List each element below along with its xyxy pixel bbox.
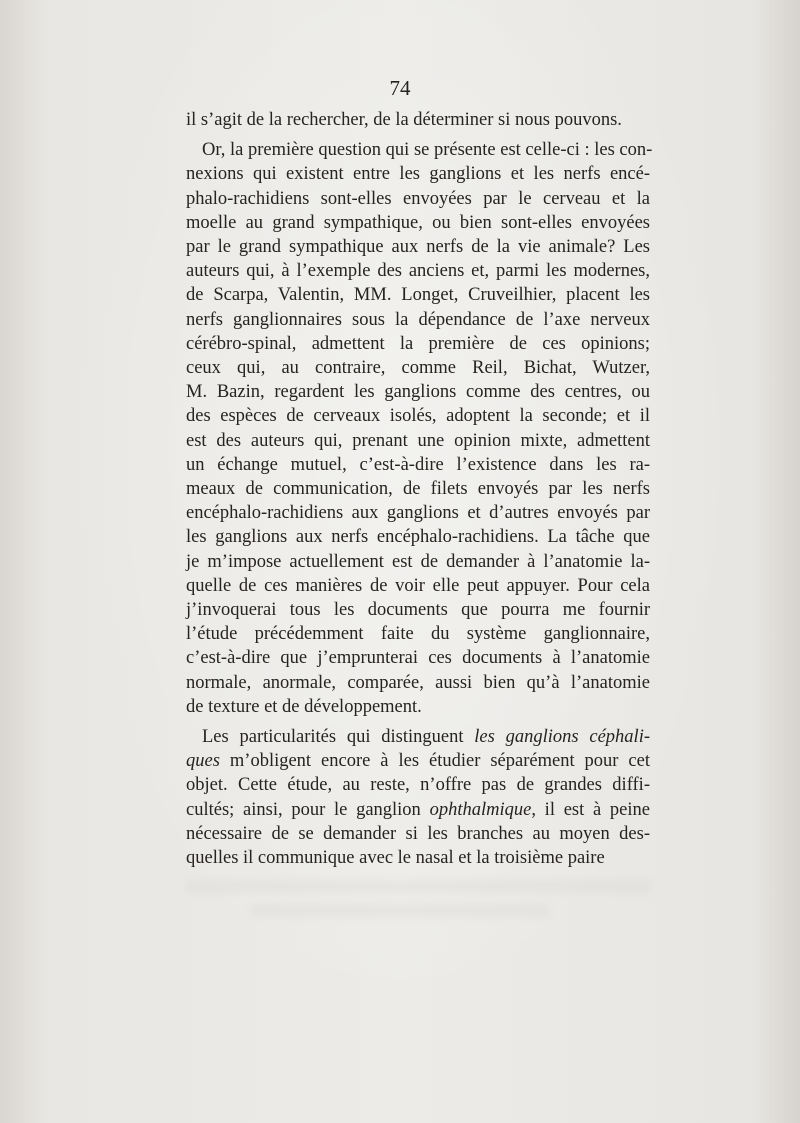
- paragraph: [186, 725, 650, 870]
- text-line: [186, 773, 650, 797]
- text-line: [186, 501, 650, 525]
- text-run: de Scarpa, Valentin, MM. Longet, Cruveilhier, placent les: [186, 285, 650, 306]
- text-run: Or, la première question qui se présente est celle-ci : les con-: [202, 140, 653, 161]
- text-run: cérébro-spinal, admettent la première de ces opinions;: [186, 333, 650, 354]
- text-line: [186, 138, 653, 162]
- text-run: j’invoquerai tous les documents que pourra me fournir: [186, 600, 650, 621]
- text-run: , il est à peine: [531, 799, 650, 820]
- text-line: [186, 162, 650, 186]
- text-line: [186, 235, 650, 259]
- text-run: de texture et de développement.: [186, 696, 422, 717]
- text-run: meaux de communication, de filets envoyés par les nerfs: [186, 479, 650, 500]
- text-line: [186, 380, 650, 404]
- text-line: [186, 429, 650, 453]
- text-run: cultés; ainsi, pour le ganglion: [186, 799, 430, 820]
- text-line: [186, 211, 650, 235]
- italic-run: ques: [186, 751, 220, 772]
- text-line: [186, 846, 650, 870]
- text-run: est des auteurs qui, prenant une opinion mixte, admettent: [186, 430, 650, 451]
- text-line: [186, 108, 650, 132]
- text-run: par le grand sympathique aux nerfs de la vie animale? Les: [186, 237, 650, 258]
- text-line: [186, 453, 650, 477]
- text-run: nexions qui existent entre les ganglions et les nerfs encé-: [186, 164, 650, 185]
- text-line: [186, 525, 650, 549]
- text-line: [186, 259, 650, 283]
- text-run: normale, anormale, comparée, aussi bien qu’à l’anatomie: [186, 672, 650, 693]
- text-line: [186, 671, 650, 695]
- text-line: [186, 725, 650, 749]
- text-line: [186, 550, 650, 574]
- text-run: il s’agit de la rechercher, de la déterminer si nous pouvons.: [186, 110, 622, 130]
- italic-run: ophthalmique: [429, 799, 532, 820]
- text-line: [186, 332, 650, 356]
- text-run: les ganglions aux nerfs encéphalo-rachidiens. La tâche que: [186, 527, 650, 548]
- text-run: je m’impose actuellement est de demander à l’anatomie la-: [186, 551, 650, 572]
- text-line: [186, 308, 650, 332]
- text-line: [186, 574, 650, 598]
- text-run: ceux qui, au contraire, comme Reil, Bichat, Wutzer,: [186, 358, 650, 379]
- text-line: [186, 646, 650, 670]
- text-run: Les particularités qui distinguent: [202, 727, 475, 748]
- page-number: 74: [389, 76, 411, 100]
- text-run: quelle de ces manières de voir elle peut appuyer. Pour cela: [186, 575, 650, 596]
- show-through-shadow: [250, 904, 550, 917]
- text-line: [186, 598, 650, 622]
- text-line: [186, 622, 650, 646]
- paragraph: [186, 138, 653, 719]
- text-line: [186, 283, 650, 307]
- text-run: objet. Cette étude, au reste, n’offre pas de grandes diffi-: [186, 775, 650, 796]
- text-line: [186, 798, 650, 822]
- text-run: des espèces de cerveaux isolés, adoptent la seconde; et il: [186, 406, 650, 427]
- text-line: [186, 822, 650, 846]
- text-line: [186, 356, 650, 380]
- text-run: c’est-à-dire que j’emprunterai ces documents à l’anatomie: [186, 648, 650, 669]
- text-run: encéphalo-rachidiens aux ganglions et d’autres envoyés par: [186, 503, 650, 524]
- text-line: [186, 695, 650, 719]
- text-run: un échange mutuel, c’est-à-dire l’existence dans les ra-: [186, 454, 650, 475]
- text-line: [186, 404, 650, 428]
- paragraph: [186, 108, 650, 132]
- italic-run: les ganglions céphali-: [474, 727, 650, 748]
- text-run: m’obligent encore à les étudier séparément pour cet: [219, 751, 650, 772]
- text-run: M. Bazin, regardent les ganglions comme des centres, ou: [186, 382, 650, 403]
- text-run: auteurs qui, à l’exemple des anciens et, parmi les modernes,: [186, 261, 650, 282]
- text-line: [186, 477, 650, 501]
- text-run: nerfs ganglionnaires sous la dépendance de l’axe nerveux: [186, 309, 650, 330]
- show-through-shadow: [186, 880, 650, 893]
- text-line: [186, 187, 650, 211]
- text-run: nécessaire de se demander si les branches au moyen des-: [186, 823, 650, 844]
- text-run: quelles il communique avec le nasal et la troisième paire: [186, 848, 605, 869]
- body-text: [186, 108, 653, 870]
- text-line: [186, 749, 650, 773]
- text-run: phalo-rachidiens sont-elles envoyées par le cerveau et la: [186, 188, 650, 209]
- text-run: l’étude précédemment faite du système ganglionnaire,: [186, 624, 650, 645]
- text-run: moelle au grand sympathique, ou bien sont-elles envoyées: [186, 212, 650, 233]
